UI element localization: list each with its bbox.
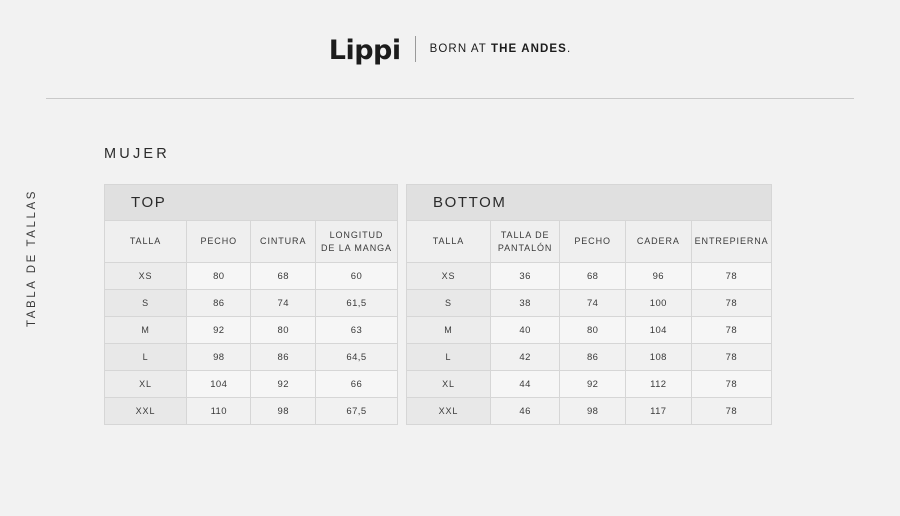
cell-value: 86 xyxy=(187,290,251,317)
cell-value: 92 xyxy=(187,317,251,344)
cell-value: 92 xyxy=(560,371,626,398)
cell-value: 74 xyxy=(251,290,315,317)
cell-value: 110 xyxy=(187,398,251,425)
column-header-entrepierna xyxy=(691,221,771,263)
cell-value: 104 xyxy=(625,317,691,344)
cell-value: 44 xyxy=(490,371,559,398)
cell-value: 80 xyxy=(187,263,251,290)
cell-value: 98 xyxy=(560,398,626,425)
brand-tagline xyxy=(430,43,572,55)
page-header xyxy=(0,0,900,99)
cell-value: 78 xyxy=(691,263,771,290)
cell-value: 96 xyxy=(625,263,691,290)
col-line1: PECHO xyxy=(200,236,238,247)
side-label-text: TABLA DE TALLAS xyxy=(26,188,39,328)
table-row xyxy=(407,371,772,398)
cell-size: XL xyxy=(105,371,187,398)
cell-value: 80 xyxy=(560,317,626,344)
cell-value: 100 xyxy=(625,290,691,317)
cell-size: XS xyxy=(407,263,491,290)
cell-size: S xyxy=(105,290,187,317)
cell-value: 42 xyxy=(490,344,559,371)
column-header-talla-pantalon xyxy=(490,221,559,263)
cell-value: 66 xyxy=(315,371,397,398)
col-line1: CINTURA xyxy=(260,236,307,247)
table-row xyxy=(105,317,398,344)
table-header-row xyxy=(105,221,398,263)
size-tables xyxy=(104,184,772,425)
cell-value: 68 xyxy=(560,263,626,290)
col-line1: PECHO xyxy=(574,236,611,247)
tagline-bold: THE ANDES xyxy=(491,43,567,55)
col-line1: CADERA xyxy=(636,236,680,247)
cell-value: 112 xyxy=(625,371,691,398)
content-area xyxy=(104,146,772,425)
cell-value: 46 xyxy=(490,398,559,425)
cell-value: 108 xyxy=(625,344,691,371)
cell-size: M xyxy=(105,317,187,344)
column-header-pecho xyxy=(187,221,251,263)
cell-value: 80 xyxy=(251,317,315,344)
cell-value: 98 xyxy=(251,398,315,425)
header-divider xyxy=(46,98,854,99)
col-line1: TALLA xyxy=(129,236,162,247)
cell-size: L xyxy=(407,344,491,371)
cell-value: 60 xyxy=(315,263,397,290)
cell-size: M xyxy=(407,317,491,344)
table-title-bottom: BOTTOM xyxy=(406,184,772,220)
brand-lockup xyxy=(329,34,572,64)
cell-size: S xyxy=(407,290,491,317)
cell-value: 86 xyxy=(251,344,315,371)
side-label xyxy=(0,0,64,516)
cell-value: 38 xyxy=(490,290,559,317)
cell-size: XL xyxy=(407,371,491,398)
table-row xyxy=(407,263,772,290)
table-row xyxy=(105,398,398,425)
col-line1: TALLA DE xyxy=(500,230,550,241)
table-row xyxy=(105,290,398,317)
table-block-bottom xyxy=(406,184,772,425)
cell-size: L xyxy=(105,344,187,371)
col-line1: ENTREPIERNA xyxy=(694,236,769,247)
cell-value: 92 xyxy=(251,371,315,398)
tagline-post: . xyxy=(566,43,572,55)
table-row xyxy=(407,290,772,317)
size-table-top xyxy=(104,220,398,425)
cell-value: 63 xyxy=(315,317,397,344)
table-title-top: TOP xyxy=(104,184,398,220)
page-title: MUJER xyxy=(104,146,170,162)
cell-value: 40 xyxy=(490,317,559,344)
cell-size: XS xyxy=(105,263,187,290)
cell-value: 74 xyxy=(560,290,626,317)
cell-value: 67,5 xyxy=(315,398,397,425)
column-header-cadera xyxy=(625,221,691,263)
cell-value: 36 xyxy=(490,263,559,290)
column-header-longitud-manga xyxy=(315,221,397,263)
table-header-row xyxy=(407,221,772,263)
cell-value: 64,5 xyxy=(315,344,397,371)
cell-size: XXL xyxy=(407,398,491,425)
table-row xyxy=(105,371,398,398)
cell-value: 104 xyxy=(187,371,251,398)
cell-value: 78 xyxy=(691,344,771,371)
size-table-bottom xyxy=(406,220,772,425)
column-header-talla xyxy=(105,221,187,263)
table-block-top xyxy=(104,184,398,425)
col-line2: PANTALÓN xyxy=(497,242,553,253)
cell-size: XXL xyxy=(105,398,187,425)
cell-value: 117 xyxy=(625,398,691,425)
table-row xyxy=(105,344,398,371)
cell-value: 68 xyxy=(251,263,315,290)
column-header-talla xyxy=(407,221,491,263)
cell-value: 98 xyxy=(187,344,251,371)
column-header-pecho xyxy=(560,221,626,263)
col-line1: TALLA xyxy=(432,236,465,247)
brand-divider xyxy=(415,36,416,62)
cell-value: 78 xyxy=(691,371,771,398)
column-header-cintura xyxy=(251,221,315,263)
cell-value: 86 xyxy=(560,344,626,371)
table-row xyxy=(407,317,772,344)
cell-value: 78 xyxy=(691,290,771,317)
col-line2: DE LA MANGA xyxy=(321,242,392,253)
table-row xyxy=(407,344,772,371)
cell-value: 78 xyxy=(691,398,771,425)
cell-value: 61,5 xyxy=(315,290,397,317)
lippi-logo: Lippi xyxy=(328,34,401,66)
table-row xyxy=(105,263,398,290)
table-row xyxy=(407,398,772,425)
cell-value: 78 xyxy=(691,317,771,344)
tagline-pre: BORN AT xyxy=(429,43,492,55)
col-line1: LONGITUD xyxy=(329,230,384,241)
